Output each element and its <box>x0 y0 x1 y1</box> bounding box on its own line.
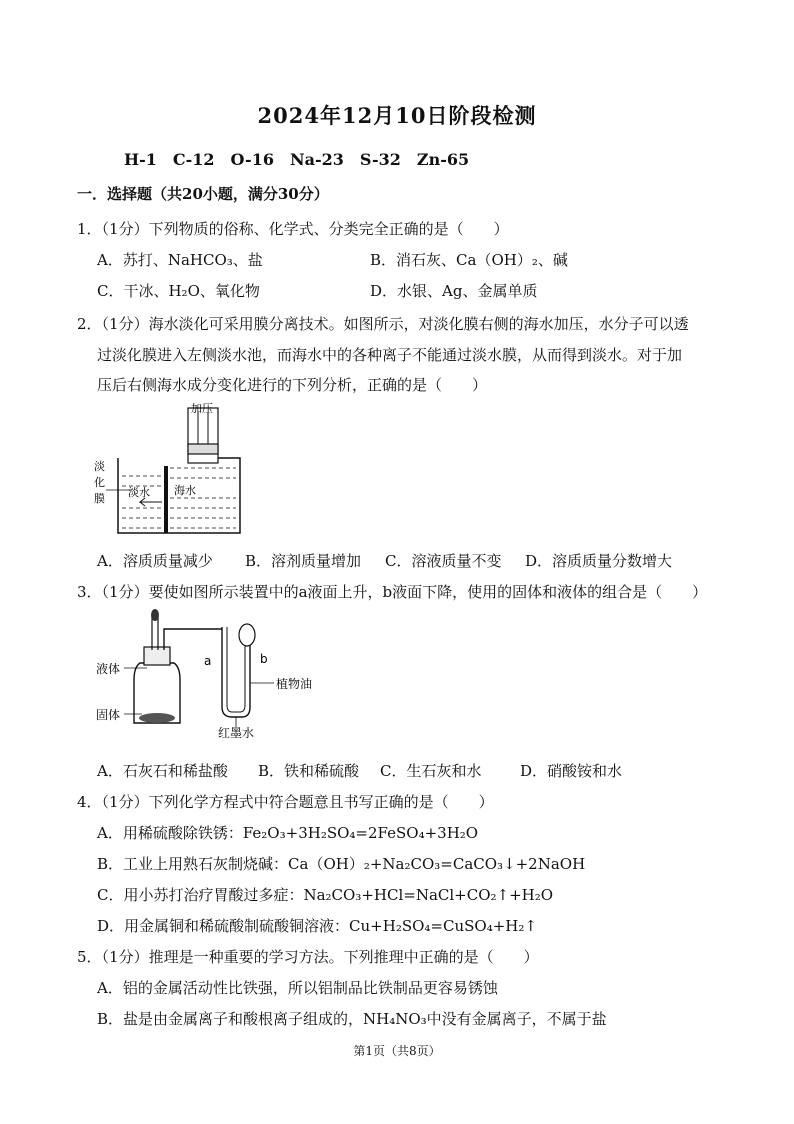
q2-option-c: C．溶液质量不变 <box>385 552 502 570</box>
q5-option-b: B．盐是由金属离子和酸根离子组成的，NH₄NO₃中没有金属离子，不属于盐 <box>97 1010 607 1028</box>
b-label: b <box>260 652 268 666</box>
q3-option-d: D．硝酸铵和水 <box>520 762 623 780</box>
membrane-label-1: 淡 <box>94 460 105 473</box>
q5-option-a: A．铝的金属活动性比铁强，所以铝制品比铁制品更容易锈蚀 <box>97 979 498 997</box>
q4-option-b: B．工业上用熟石灰制烧碱：Ca（OH）₂+Na₂CO₃=CaCO₃↓+2NaOH <box>97 855 586 873</box>
solid-label: 固体 <box>96 708 121 722</box>
q3-option-c: C．生石灰和水 <box>380 762 482 780</box>
oil-label: 植物油 <box>276 677 313 691</box>
press-label: 加压 <box>191 402 213 415</box>
section-heading: 一．选择题（共20小题，满分30分） <box>77 185 329 203</box>
fresh-water-label: 淡水 <box>128 486 150 499</box>
q4-option-a: A．用稀硫酸除铁锈：Fe₂O₃+3H₂SO₄=2FeSO₄+3H₂O <box>97 824 479 842</box>
page-footer: 第1页（共8页） <box>353 1044 441 1058</box>
connecting-tube <box>164 629 222 650</box>
u-tube <box>222 627 250 717</box>
membrane-label-2: 化 <box>94 476 105 489</box>
flow-arrow <box>140 498 162 506</box>
stopper <box>144 647 170 665</box>
q4-option-d: D．用金属铜和稀硫酸制硫酸铜溶液：Cu+H₂SO₄=CuSO₄+H₂↑ <box>97 917 537 935</box>
q2-option-b: B．溶剂质量增加 <box>245 552 362 570</box>
ink-label: 红墨水 <box>218 726 255 740</box>
q1-option-d: D．水银、Ag、金属单质 <box>370 282 538 300</box>
q4-stem: 4．（1分）下列化学方程式中符合题意且书写正确的是（ ） <box>77 793 494 811</box>
atomic-masses: H-1 C-12 O-16 Na-23 S-32 Zn-65 <box>124 150 470 169</box>
dropper-bulb <box>151 609 159 621</box>
q1-stem: 1．（1分）下列物质的俗称、化学式、分类完全正确的是（ ） <box>77 220 509 238</box>
q3-option-a: A．石灰石和稀盐酸 <box>97 762 228 780</box>
q4-option-c: C．用小苏打治疗胃酸过多症：Na₂CO₃+HCl=NaCl+CO₂↑+H₂O <box>97 886 554 904</box>
q2-stem-line3: 压后右侧海水成分变化进行的下列分析，正确的是（ ） <box>97 376 488 394</box>
q1-option-b: B．消石灰、Ca（OH）₂、碱 <box>370 251 568 269</box>
liquid-label: 液体 <box>96 662 121 676</box>
q5-stem: 5．（1分）推理是一种重要的学习方法。下列推理中正确的是（ ） <box>77 948 539 966</box>
q1-option-c: C．干冰、H₂O、氧化物 <box>97 282 260 300</box>
sea-water-label: 海水 <box>174 484 196 497</box>
membrane-label-3: 膜 <box>94 492 105 505</box>
solid-pile <box>139 713 175 723</box>
u-tube-inner <box>227 627 245 712</box>
a-label: a <box>204 654 212 668</box>
q2-option-a: A．溶质质量减少 <box>97 552 213 570</box>
u-tube-figure <box>92 605 332 750</box>
q2-option-d: D．溶质质量分数增大 <box>525 552 673 570</box>
desalination-figure <box>90 398 250 548</box>
q3-stem: 3．（1分）要使如图所示装置中的a液面上升，b液面下降，使用的固体和液体的组合是（ ） <box>77 583 708 601</box>
page-title: 2024年12月10日阶段检测 <box>257 103 537 128</box>
funnel-bulb <box>239 624 255 646</box>
q2-stem-line2: 过淡化膜进入左侧淡水池，而海水中的各种离子不能通过淡水膜，从而得到淡水。对于加 <box>97 346 683 364</box>
q1-option-a: A．苏打、NaHCO₃、盐 <box>97 251 263 269</box>
piston-plate <box>188 444 218 454</box>
piston-cylinder <box>188 408 218 463</box>
q2-stem-line1: 2．（1分）海水淡化可采用膜分离技术。如图所示，对淡化膜右侧的海水加压，水分子可以透 <box>77 315 689 333</box>
q3-option-b: B．铁和稀硫酸 <box>258 762 360 780</box>
